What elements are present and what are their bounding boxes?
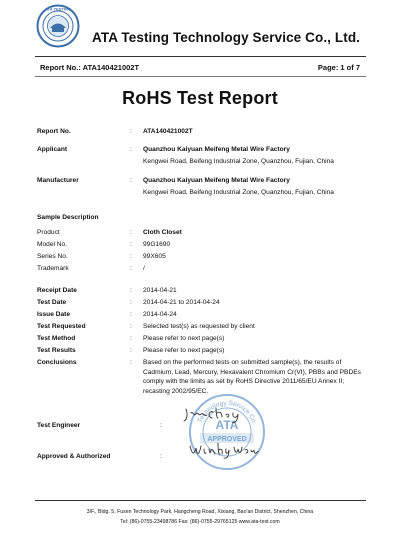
- field-label: Product: [37, 229, 60, 236]
- header-subdivider: [35, 76, 366, 77]
- applicant-address: Kengwei Road, Beifeng Industrial Zone, Quanzhou, Fujian, China: [143, 158, 334, 165]
- field-value: Cloth Closet: [143, 229, 182, 236]
- header-divider: [35, 56, 366, 57]
- manufacturer-value: Quanzhou Kaiyuan Meifeng Metal Wire Factory: [143, 177, 290, 184]
- test-engineer-label: Test Engineer: [37, 422, 81, 429]
- field-colon: :: [130, 177, 132, 184]
- field-value: Please refer to next page(s): [143, 335, 225, 342]
- field-colon: :: [160, 453, 162, 460]
- field-value: Please refer to next page(s): [143, 347, 225, 354]
- field-value: 99X605: [143, 253, 166, 260]
- field-colon: :: [160, 422, 162, 429]
- company-name: ATA Testing Technology Service Co., Ltd.: [92, 30, 361, 45]
- field-value: Selected test(s) as requested by client: [143, 323, 255, 330]
- report-no-value: ATA140421002T: [143, 128, 193, 135]
- field-colon: :: [130, 128, 132, 135]
- ata-logo-icon: [36, 4, 80, 48]
- report-number-header: Report No.: ATA140421002T: [40, 63, 140, 72]
- manufacturer-address: Kengwei Road, Beifeng Industrial Zone, Quanzhou, Fujian, China: [143, 189, 334, 196]
- field-colon: :: [130, 323, 132, 330]
- field-colon: :: [130, 253, 132, 260]
- field-colon: :: [130, 146, 132, 153]
- footer-address: 3/F., Bldg. 5, Fusen Technology Park, Hangcheng Road, Xixiang, Bao'an District, Shenzhen, China: [86, 509, 314, 515]
- field-colon: :: [130, 311, 132, 318]
- approved-label: Approved & Authorized: [37, 453, 111, 460]
- field-label: Test Results: [37, 347, 76, 354]
- stamp-approved-text: APPROVED: [207, 436, 247, 443]
- report-title: RoHS Test Report: [122, 88, 278, 108]
- stamp-text: Technology Service Co: [196, 399, 258, 424]
- field-value: 2014-04-21 to 2014-04-24: [143, 299, 220, 306]
- field-colon: :: [130, 359, 132, 366]
- field-label: Test Requested: [37, 323, 86, 330]
- field-colon: :: [130, 229, 132, 236]
- conclusions-text: Based on the performed tests on submitted sample(s), the results of Cadmium, Lead, Mercury, Hexavalent Chromium Cr(VI), PBBs and PBDEs comply with the limits as set by RoHS Directive 2011/65/EU Annex II; recasting 2002/95/EC.: [143, 359, 361, 395]
- field-colon: :: [130, 347, 132, 354]
- field-value: /: [143, 265, 145, 272]
- applicant-value: Quanzhou Kaiyuan Meifeng Metal Wire Factory: [143, 146, 290, 153]
- stamp-center-text: ATA: [215, 418, 239, 432]
- field-value: 2014-04-24: [143, 311, 177, 318]
- field-colon: :: [130, 335, 132, 342]
- field-colon: :: [130, 241, 132, 248]
- approver-signature: [188, 440, 260, 460]
- engineer-signature: [183, 405, 258, 423]
- sample-description-heading: Sample Description: [37, 214, 99, 221]
- field-colon: :: [130, 287, 132, 294]
- field-label: Test Date: [37, 299, 67, 306]
- field-label: Test Method: [37, 335, 76, 342]
- field-value: 2014-04-21: [143, 287, 177, 294]
- field-label: Series No.: [37, 253, 68, 260]
- field-label: Manufacturer: [37, 177, 79, 184]
- field-label: Issue Date: [37, 311, 70, 318]
- field-label: Conclusions: [37, 359, 77, 366]
- field-label: Receipt Date: [37, 287, 77, 294]
- field-label: Model No.: [37, 241, 68, 248]
- field-value: 99G1690: [143, 241, 171, 248]
- footer-contacts: Tel: (86)-0755-23498786 Fax: (86)-0755-29765125 www.ata-test.com: [120, 519, 280, 525]
- page-indicator: Page: 1 of 7: [317, 63, 360, 72]
- field-label: Trademark: [37, 265, 69, 272]
- field-label: Applicant: [37, 146, 68, 153]
- logo-text: ATA TESTING: [45, 6, 71, 12]
- field-colon: :: [130, 299, 132, 306]
- field-colon: :: [130, 265, 132, 272]
- footer-divider: [35, 500, 366, 501]
- field-label: Report No.: [37, 128, 71, 135]
